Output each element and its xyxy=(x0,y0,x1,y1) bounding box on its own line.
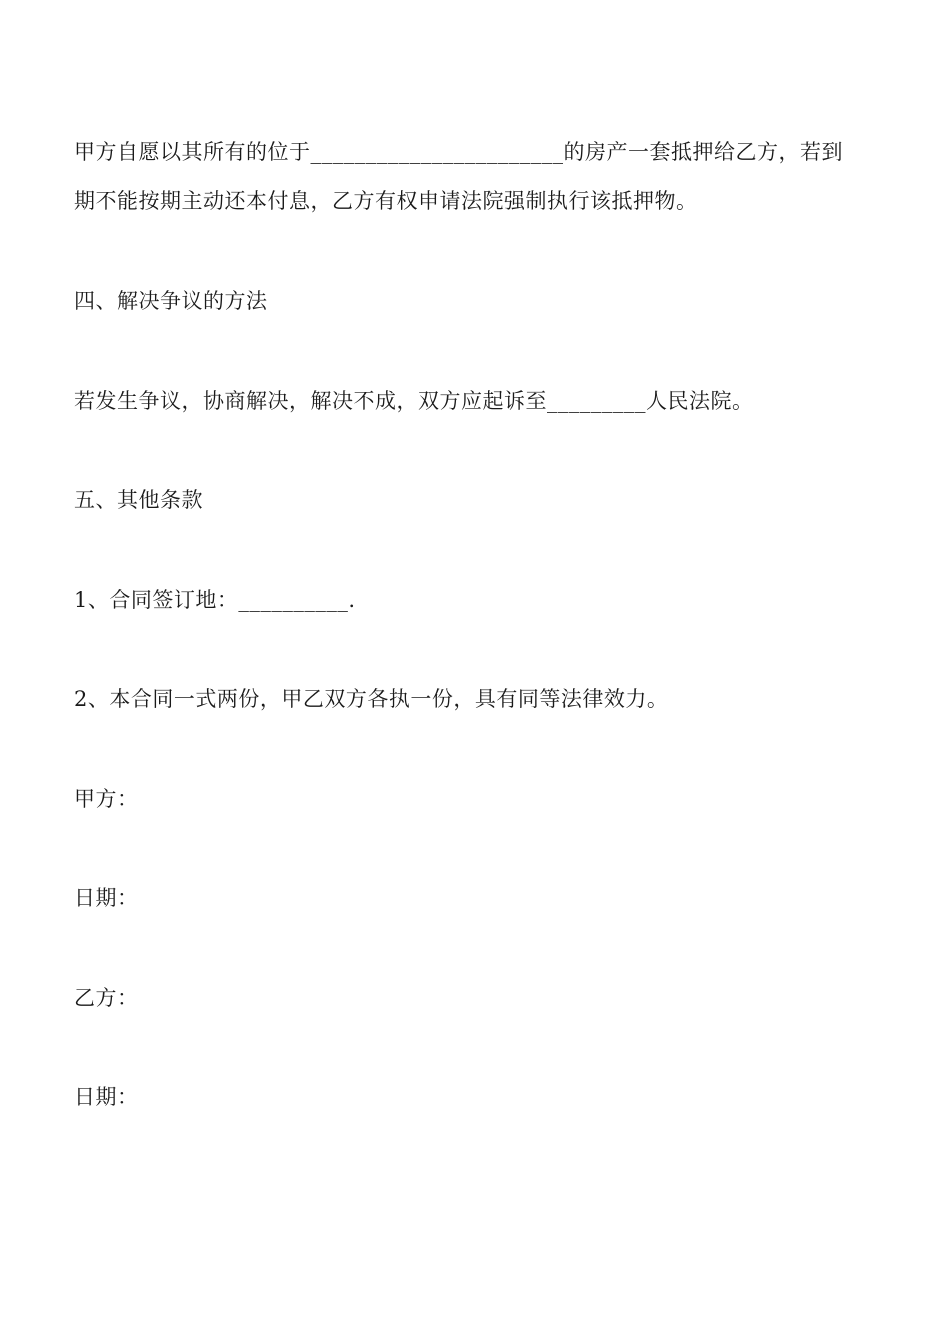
dispute-clause: 若发生争议，协商解决，解决不成，双方应起诉至_________人民法院。 xyxy=(74,389,754,413)
copies-clause: 2、本合同一式两份，甲乙双方各执一份，具有同等法律效力。 xyxy=(74,687,669,711)
mortgage-clause-line-1: 甲方自愿以其所有的位于_______________________的房产一套抵押给乙方，若到 xyxy=(74,140,843,164)
section-heading-other-terms: 五、其他条款 xyxy=(74,488,203,512)
signing-place-clause: 1、合同签订地：__________. xyxy=(74,588,356,612)
party-b-signature-label: 乙方： xyxy=(74,986,139,1010)
mortgage-clause-line-2: 期不能按期主动还本付息，乙方有权申请法院强制执行该抵押物。 xyxy=(74,189,698,213)
party-a-date-label: 日期： xyxy=(74,886,139,910)
party-a-signature-label: 甲方： xyxy=(74,787,139,811)
party-b-date-label: 日期： xyxy=(74,1085,139,1109)
section-heading-dispute-resolution: 四、解决争议的方法 xyxy=(74,289,268,313)
